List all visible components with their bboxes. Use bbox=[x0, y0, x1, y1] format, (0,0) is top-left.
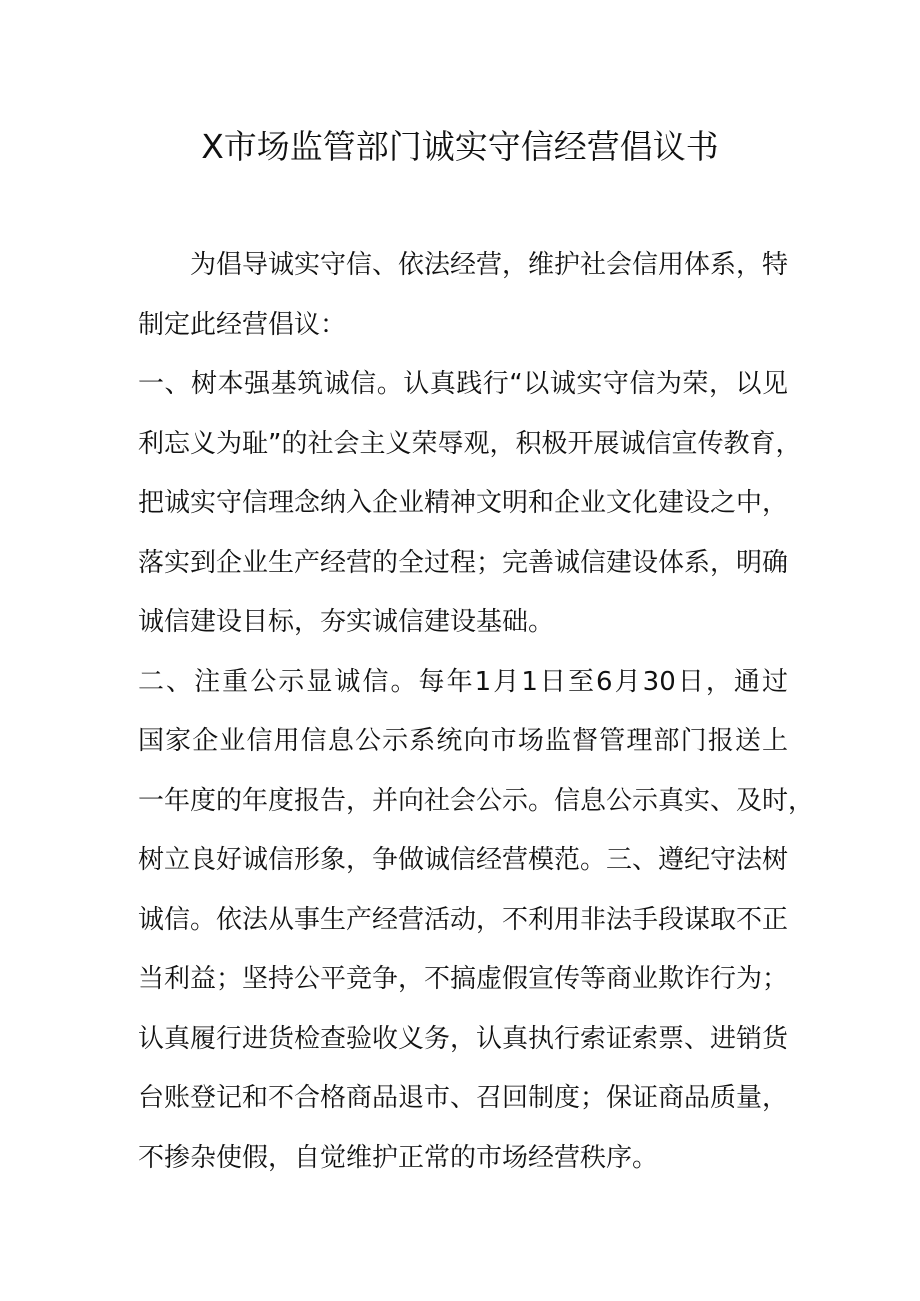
body-line-6: 落实到企业生产经营的全过程；完善诚信建设体系，明确 bbox=[138, 547, 789, 578]
body-line-15: 台账登记和不合格商品退市、召回制度；保证商品质量， bbox=[138, 1083, 789, 1113]
body-line-2: 制定此经营倡议： bbox=[138, 309, 347, 340]
document-title: X市场监管部门诚实守信经营倡议书 bbox=[201, 127, 719, 166]
body-line-13: 当利益；坚持公平竞争，不搞虚假宣传等商业欺诈行为； bbox=[138, 964, 789, 994]
body-line-16: 不掺杂使假，自觉维护正常的市场经营秩序。 bbox=[138, 1142, 659, 1173]
body-line-9: 国家企业信用信息公示系统向市场监督管理部门报送上 bbox=[138, 726, 788, 756]
body-line-1: 为倡导诚实守信、依法经营，维护社会信用体系，特 bbox=[190, 250, 789, 280]
body-line-11: 树立良好诚信形象，争做诚信经营模范。三、遵纪守法树 bbox=[138, 845, 789, 875]
body-line-4: 利忘义为耻”的社会主义荣辱观，积极开展诚信宣传教育， bbox=[138, 428, 802, 459]
body-line-12: 诚信。依法从事生产经营活动，不利用非法手段谋取不正 bbox=[138, 904, 789, 935]
body-line-7: 诚信建设目标，夯实诚信建设基础。 bbox=[138, 607, 555, 637]
body-line-10: 一年度的年度报告，并向社会公示。信息公示真实、及时， bbox=[138, 785, 815, 816]
body-line-5: 把诚实守信理念纳入企业精神文明和企业文化建设之中， bbox=[138, 488, 789, 518]
body-line-14: 认真履行进货检查验收义务，认真执行索证索票、进销货 bbox=[138, 1023, 789, 1054]
document-body bbox=[138, 236, 815, 1188]
body-line-3: 一、树本强基筑诚信。认真践行“以诚实守信为荣，以见 bbox=[138, 369, 788, 399]
body-line-8: 二、注重公示显诚信。每年1月1日至6月30日，通过 bbox=[138, 666, 788, 697]
